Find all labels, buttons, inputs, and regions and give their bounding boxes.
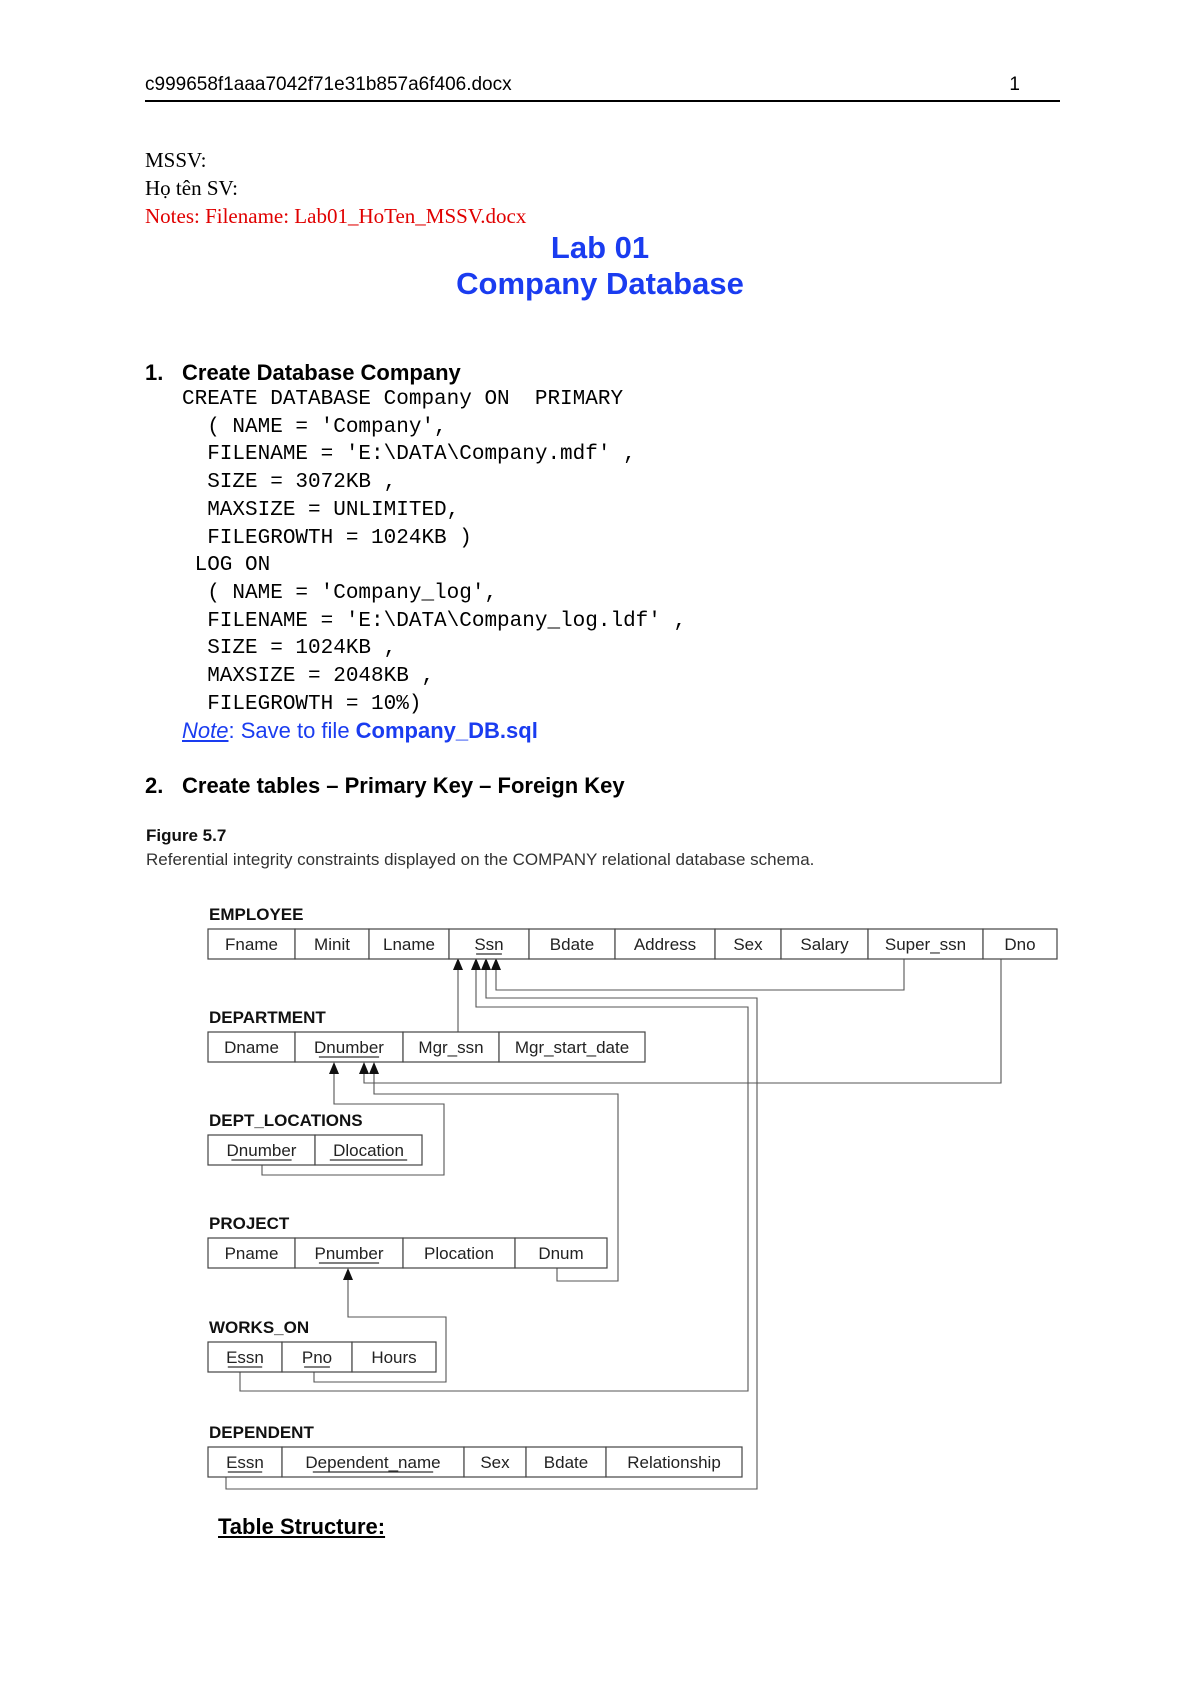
table-structure-heading: Table Structure:: [218, 1514, 386, 1539]
note-text: : Save to file: [228, 718, 356, 743]
attribute-label: Dname: [224, 1038, 279, 1057]
attribute-employee-salary: [781, 929, 868, 959]
lab-subtitle: Company Database: [456, 266, 744, 301]
attribute-employee-super-ssn: [868, 929, 983, 959]
attribute-employee-sex: [715, 929, 781, 959]
section-1-title: Create Database Company: [182, 360, 461, 385]
foreign-key-line: [364, 959, 1001, 1083]
attribute-label: Salary: [800, 935, 849, 954]
student-name-label: Họ tên SV:: [145, 176, 238, 200]
attribute-dependent-dependent-name: [282, 1447, 464, 1477]
table-name-project: PROJECT: [209, 1214, 290, 1233]
attribute-label: Relationship: [627, 1453, 721, 1472]
attribute-label: Dlocation: [333, 1141, 404, 1160]
attribute-works-on-pno: [282, 1342, 352, 1372]
attribute-label: Bdate: [543, 1453, 589, 1472]
attribute-project-dnum: [515, 1238, 607, 1268]
header-filename: c999658f1aaa7042f71e31b857a6f406.docx: [145, 74, 512, 95]
attribute-project-pname: [208, 1238, 295, 1268]
filename-note: Notes: Filename: Lab01_HoTen_MSSV.docx: [145, 204, 527, 228]
attribute-label: Dnumber: [226, 1141, 297, 1160]
attribute-dependent-sex: [464, 1447, 526, 1477]
table-name-dept-locations: DEPT_LOCATIONS: [209, 1111, 363, 1130]
attribute-label: Dependent_name: [305, 1453, 441, 1472]
table-name-works-on: WORKS_ON: [209, 1318, 310, 1337]
attribute-label: Dno: [1004, 935, 1036, 954]
arrow-head-icon: [491, 958, 501, 970]
attribute-employee-bdate: [529, 929, 615, 959]
attribute-project-pnumber: [295, 1238, 403, 1268]
attribute-label: Bdate: [549, 935, 595, 954]
attribute-employee-dno: [983, 929, 1057, 959]
arrow-head-icon: [481, 958, 491, 970]
attribute-label: Plocation: [424, 1244, 494, 1263]
attribute-label: Address: [633, 935, 697, 954]
table-name-department: DEPARTMENT: [209, 1008, 326, 1027]
attribute-dependent-bdate: [526, 1447, 606, 1477]
note-label: Note: [182, 718, 229, 743]
figure-caption: Referential integrity constraints displayed on the COMPANY relational database schema.: [146, 850, 815, 869]
sql-code-block: CREATE DATABASE Company ON PRIMARY ( NAME = 'Company', FILENAME = 'E:\DATA\Company.mdf' , SIZE = 3072KB , MAXSIZE = UNLIMITED, FILEGROWTH = 1024KB ) LOG ON ( NAME = 'Company_log', FILENAME = 'E:\DATA\Company_log.ldf' , SIZE = 1024KB , MAXSIZE = 2048KB , FILEGROWTH = 10%): [182, 388, 687, 716]
section-2-title: Create tables – Primary Key – Foreign Key: [182, 773, 625, 798]
table-name-dependent: DEPENDENT: [209, 1423, 314, 1442]
attribute-label: Pnumber: [314, 1244, 384, 1263]
mssv-label: MSSV:: [145, 148, 207, 172]
attribute-employee-lname: [369, 929, 449, 959]
arrow-head-icon: [471, 958, 481, 970]
attribute-label: Essn: [226, 1348, 264, 1367]
attribute-employee-fname: [208, 929, 295, 959]
attribute-label: Lname: [383, 935, 435, 954]
section-1-number: 1.: [145, 360, 164, 385]
attribute-label: Sex: [733, 935, 763, 954]
attribute-dept-locations-dlocation: [315, 1135, 422, 1165]
note-filename: Company_DB.sql: [355, 718, 538, 743]
attribute-dept-locations-dnumber: [208, 1135, 315, 1165]
attribute-label: Hours: [371, 1348, 417, 1367]
attribute-employee-ssn: [449, 929, 529, 959]
attribute-label: Pname: [224, 1244, 279, 1263]
attribute-works-on-hours: [352, 1342, 436, 1372]
attribute-label: Sex: [480, 1453, 510, 1472]
attribute-department-mgr-ssn: [403, 1032, 499, 1062]
attribute-label: Pno: [301, 1348, 333, 1367]
attribute-label: Super_ssn: [884, 935, 967, 954]
attribute-dependent-relationship: [606, 1447, 742, 1477]
section-2-number: 2.: [145, 773, 164, 798]
arrow-head-icon: [343, 1268, 353, 1280]
attribute-department-mgr-start-date: [499, 1032, 645, 1062]
attribute-employee-minit: [295, 929, 369, 959]
attribute-label: Mgr_start_date: [514, 1038, 630, 1057]
arrow-head-icon: [453, 958, 463, 970]
arrow-head-icon: [369, 1062, 379, 1074]
lab-title: Lab 01: [550, 230, 650, 265]
attribute-project-plocation: [403, 1238, 515, 1268]
attribute-label: Essn: [226, 1453, 264, 1472]
attribute-label: Ssn: [474, 935, 504, 954]
table-name-employee: EMPLOYEE: [209, 905, 304, 924]
attribute-label: Mgr_ssn: [418, 1038, 484, 1057]
arrow-head-icon: [359, 1062, 369, 1074]
attribute-department-dname: [208, 1032, 295, 1062]
attribute-label: Dnum: [538, 1244, 584, 1263]
header-page-number: 1: [1009, 74, 1020, 95]
attribute-label: Fname: [225, 935, 278, 954]
attribute-label: Dnumber: [314, 1038, 384, 1057]
attribute-employee-address: [615, 929, 715, 959]
attribute-dependent-essn: [208, 1447, 282, 1477]
attribute-label: Minit: [314, 935, 350, 954]
arrow-head-icon: [329, 1062, 339, 1074]
figure-label: Figure 5.7: [146, 826, 227, 845]
attribute-works-on-essn: [208, 1342, 282, 1372]
foreign-key-line: [496, 959, 904, 990]
attribute-department-dnumber: [295, 1032, 403, 1062]
